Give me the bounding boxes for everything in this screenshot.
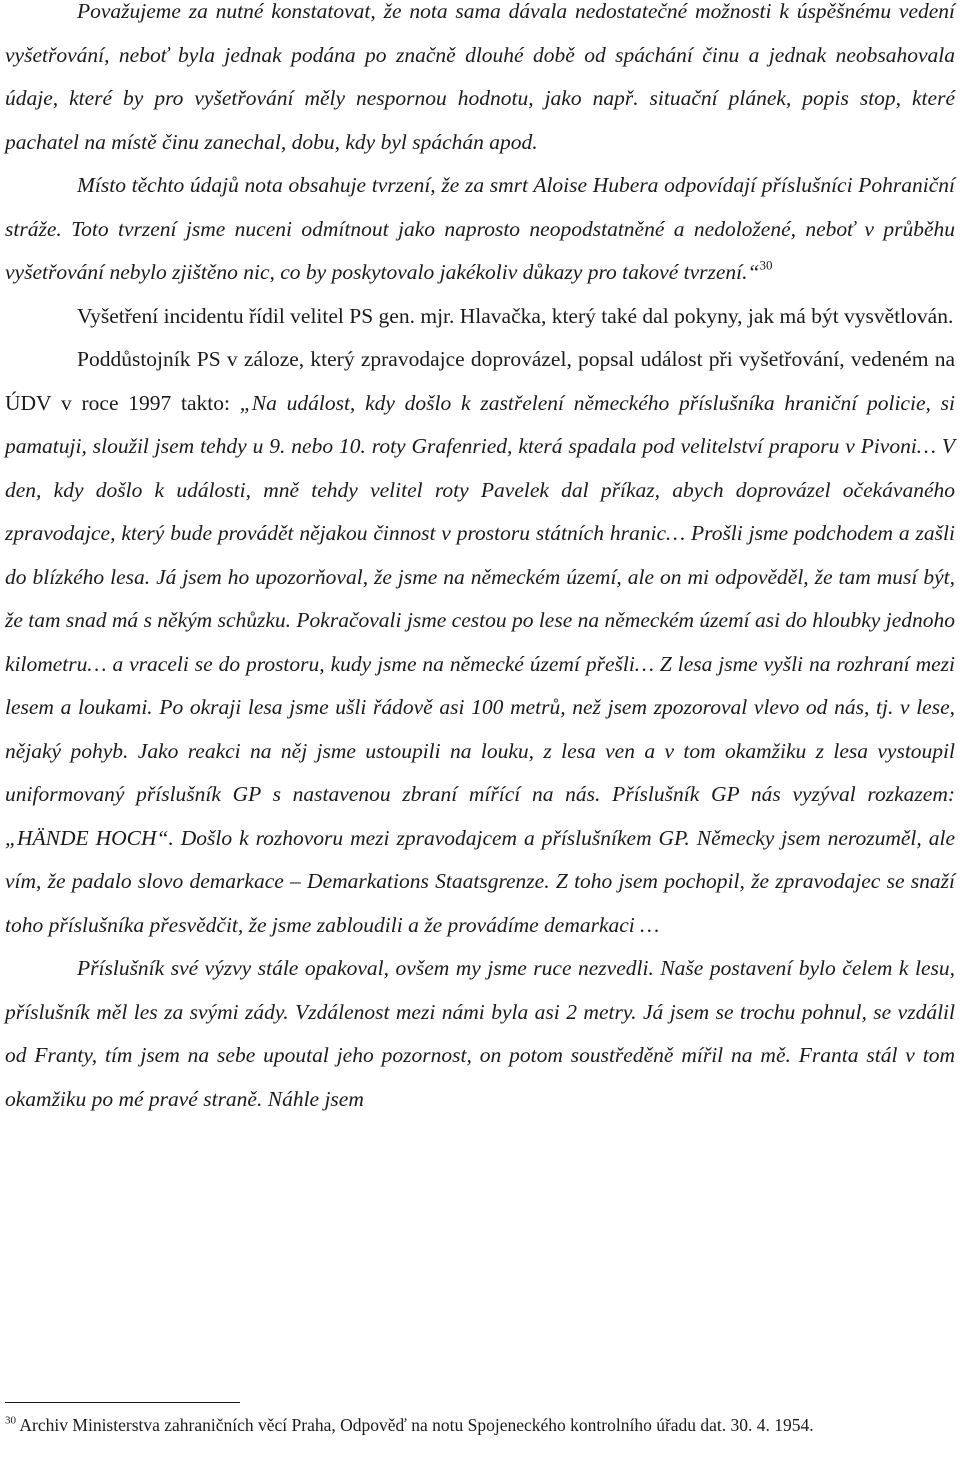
- footnote-number: 30: [5, 1414, 16, 1427]
- paragraph-3: Vyšetření incidentu řídil velitel PS gen. mjr. Hlavačka, který také dal pokyny, jak má být vysvětlován.: [77, 303, 954, 328]
- paragraph-4-quote: „Na událost, kdy došlo k zastřelení německého příslušníka hraniční policie, si pamatuji, sloužil jsem tehdy u 9. nebo 10. roty Grafenried, která spadala pod velitelství praporu v Pivoni… V den, kdy došlo k události, mně tehdy velitel roty Pavelek dal příkaz, abych doprovázel očekávaného zpravodajce, který bude provádět nějakou činnost v prostoru státních hranic… Prošli jsme podchodem a zašli do blízkého lesa. Já jsem ho upozorňoval, že jsme na německém území, ale on mi odpověděl, že tam musí být, že tam snad má s někým schůzku. Pokračovali jsme cestou po lese na německém území asi do hloubky jednoho kilometru… a vraceli se do prostoru, kudy jsme na německé území přešli… Z lesa jsme vyšli na rozhraní mezi lesem a loukami. Po okraji lesa jsme ušli řádově asi 100 metrů, než jsem zpozoroval vlevo od nás, tj. v lese, nějaký pohyb. Jako reakci na něj jsme ustoupili na louku, z lesa ven a v tom okamžiku z lesa vystoupil uniformovaný příslušník GP s nastavenou zbraní mířící na nás. Příslušník GP nás vyzýval rozkazem: „HÄNDE HOCH“. Došlo k rozhovoru mezi zpravodajcem a příslušníkem GP. Německy jsem nerozuměl, ale vím, že padalo slovo demarkace – Demarkations Staatsgrenze. Z toho jsem pochopil, že zpravodajec se snaží toho příslušníka přesvědčit, že jsme zabloudili a že provádíme demarkaci …: [5, 390, 955, 937]
- paragraph-4-lead: Poddůstojník PS v záloze, který zpravodajce doprovázel, popsal událost při vyšetřování, vedeném na ÚDV v roce 1997 takto:: [5, 347, 955, 415]
- paragraph-2: [5, 164, 955, 295]
- paragraph-2-text: Místo těchto údajů nota obsahuje tvrzení, že za smrt Aloise Hubera odpovídají příslušníci Pohraniční stráže. Toto tvrzení jsme nuceni odmítnout jako naprosto neopodstatněné a nedoložené, neboť v průběhu vyšetřování nebylo zjištěno nic, co by poskytovalo jakékoliv důkazy pro takové tvrzení.“: [5, 173, 955, 284]
- footnote: [5, 1412, 955, 1438]
- paragraph-1: Považujeme za nutné konstatovat, že nota sama dávala nedostatečné možnosti k úspěšnému vedení vyšetřování, neboť byla jednak podána po značně dlouhé době od spáchání činu a jednak neobsahovala údaje, které by pro vyšetřování měly nespornou hodnotu, jako např. situační plánek, popis stop, které pachatel na místě činu zanechal, dobu, kdy byl spáchán apod.: [5, 0, 955, 154]
- footnote-divider: [5, 1402, 240, 1403]
- document-page: [5, 0, 955, 1121]
- footnote-text: Archiv Ministerstva zahraničních věcí Praha, Odpověď na notu Spojeneckého kontrolního úřadu dat. 30. 4. 1954.: [19, 1415, 814, 1435]
- paragraph-5: Příslušník své výzvy stále opakoval, ovšem my jsme ruce nezvedli. Naše postavení bylo čelem k lesu, příslušník měl les za svými zády. Vzdálenost mezi námi byla asi 2 metry. Já jsem se trochu pohnul, se vzdálil od Franty, tím jsem na sebe upoutal jeho pozornost, on potom soustředěně mířil na mě. Franta stál v tom okamžiku po mé pravé straně. Náhle jsem: [5, 956, 955, 1111]
- footnote-reference: 30: [759, 257, 773, 273]
- paragraph-4: [5, 338, 955, 947]
